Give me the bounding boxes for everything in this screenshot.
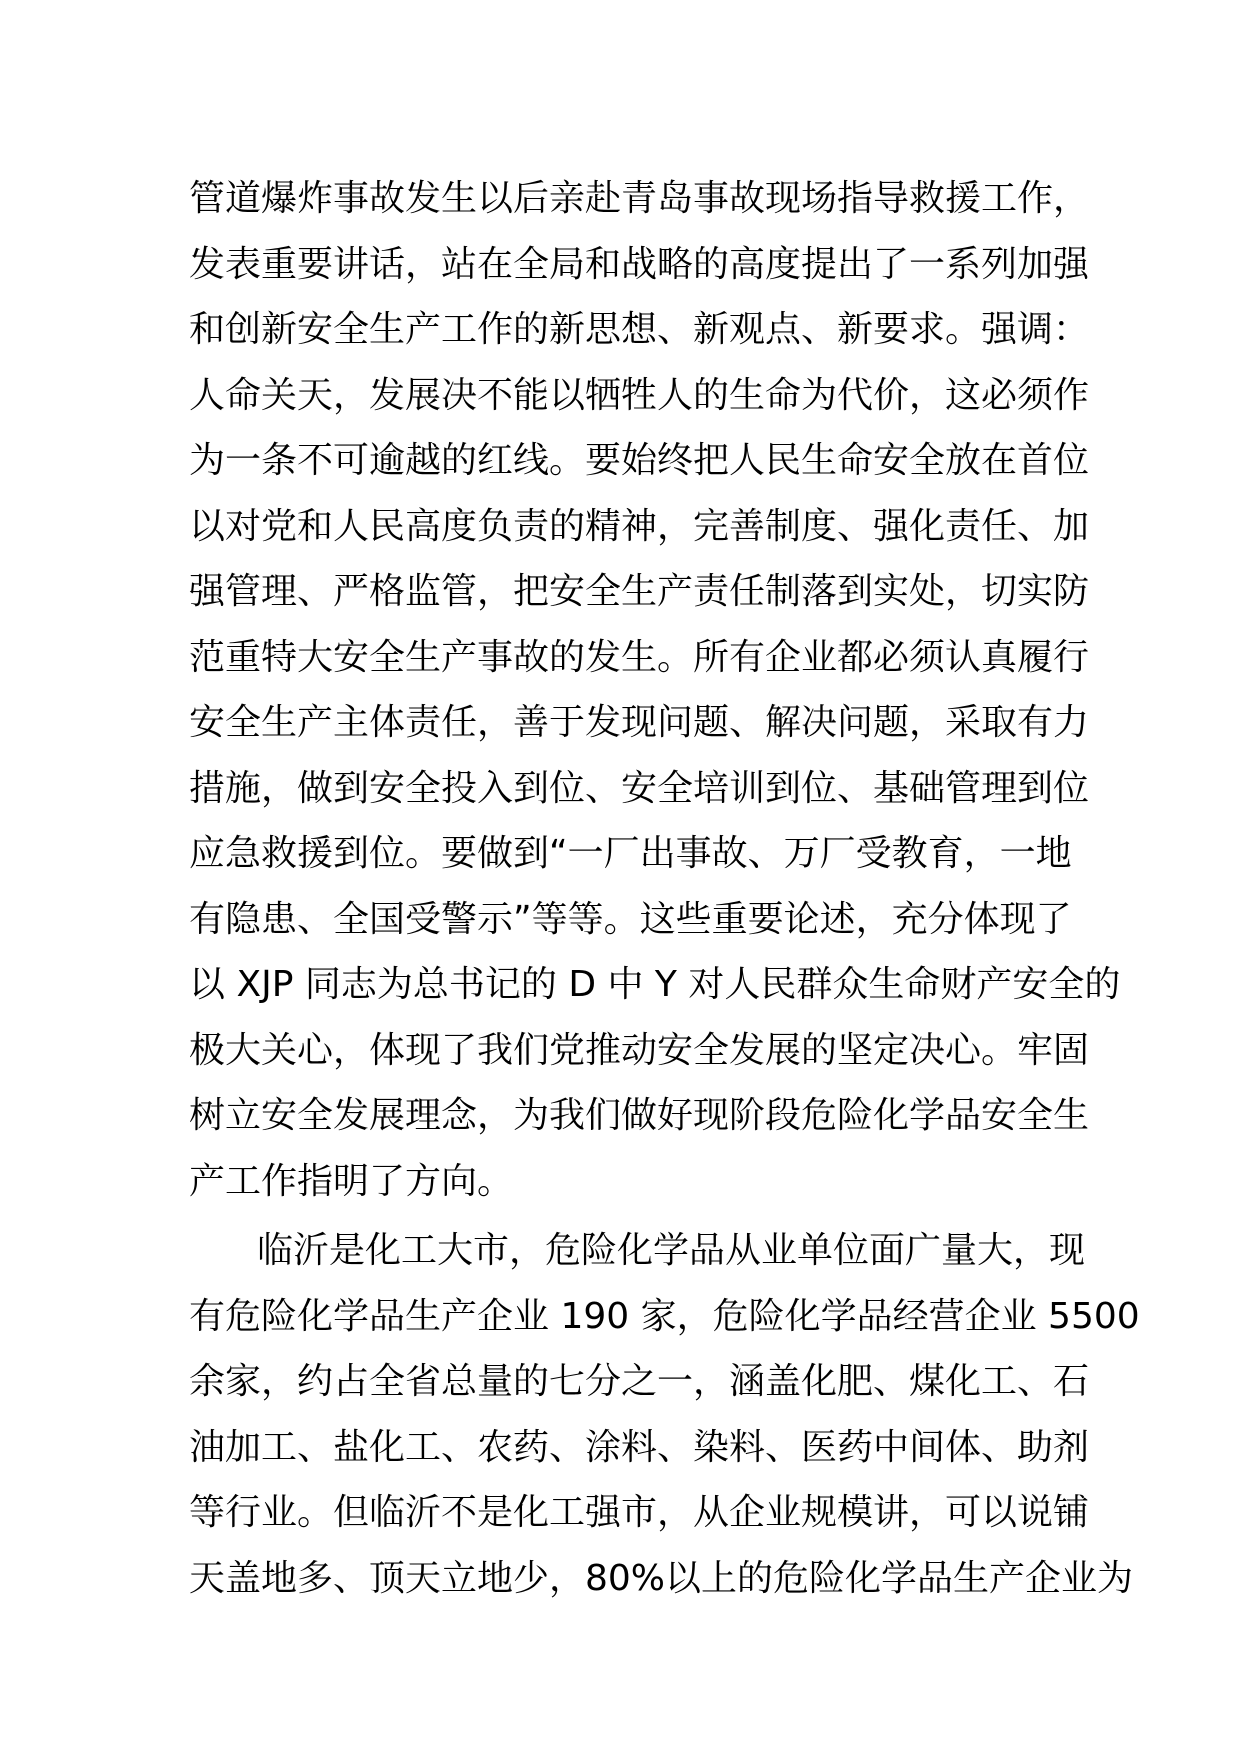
text-line: 临沂是化工大市，危险化学品从业单位面广量大，现: [257, 1230, 1086, 1271]
text-line: 以 XJP 同志为总书记的 D 中 Y 对人民群众生命财产安全的: [189, 964, 1121, 1005]
text-line: 有危险化学品生产企业 190 家，危险化学品经营企业 5500: [189, 1295, 1140, 1337]
paragraph-2: [189, 1218, 1140, 1611]
text-line: 极大关心，体现了我们党推动安全发展的坚定决心。牢固: [189, 1029, 1090, 1071]
text-line: 有隐患、全国受警示”等等。这些重要论述，充分体现了: [189, 898, 1072, 940]
text-line: 管道爆炸事故发生以后亲赴青岛事故现场指导救援工作，: [189, 178, 1090, 219]
text-line: 安全生产主体责任，善于发现问题、解决问题，采取有力: [189, 702, 1090, 743]
text-line: 为一条不可逾越的红线。要始终把人民生命安全放在首位: [189, 440, 1090, 481]
text-line: 以对党和人民高度负责的精神，完善制度、强化责任、加: [189, 505, 1090, 547]
text-line: 强管理、严格监管，把安全生产责任制落到实处，切实防: [189, 571, 1090, 612]
text-line: 树立安全发展理念，为我们做好现阶段危险化学品安全生: [189, 1095, 1090, 1136]
text-line: 人命关天，发展决不能以牺牲人的生命为代价，这必须作: [189, 374, 1090, 416]
text-line: 范重特大安全生产事故的发生。所有企业都必须认真履行: [189, 636, 1090, 678]
body-text: [189, 166, 1140, 1611]
text-line: 产工作指明了方向。: [189, 1160, 514, 1202]
text-line: 余家，约占全省总量的七分之一，涵盖化肥、煤化工、石: [189, 1361, 1090, 1402]
text-line: 措施，做到安全投入到位、安全培训到位、基础管理到位: [189, 767, 1090, 809]
text-line: 发表重要讲话，站在全局和战略的高度提出了一系列加强: [189, 243, 1090, 285]
paragraph-1: [189, 166, 1121, 1214]
text-line: 和创新安全生产工作的新思想、新观点、新要求。强调：: [189, 309, 1090, 350]
text-line: 油加工、盐化工、农药、涂料、染料、医药中间体、助剂: [189, 1426, 1090, 1468]
text-line: 等行业。但临沂不是化工强市，从企业规模讲，可以说铺: [189, 1492, 1090, 1533]
text-line: 天盖地多、顶天立地少，80%以上的危险化学品生产企业为: [189, 1557, 1134, 1599]
text-line: 应急救援到位。要做到“一厂出事故、万厂受教育，一地: [189, 833, 1072, 874]
